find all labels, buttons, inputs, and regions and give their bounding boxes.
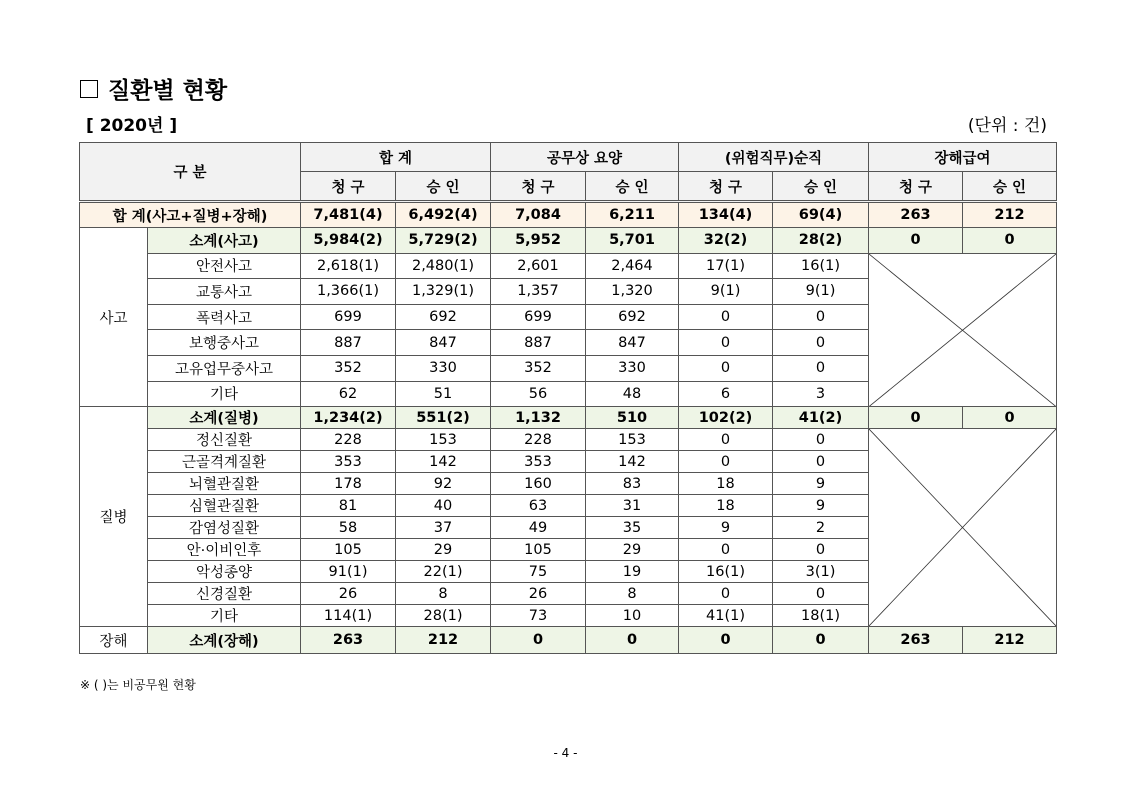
- subtotal-value: 0: [869, 228, 963, 254]
- subtotal-value: 5,984(2): [301, 228, 396, 254]
- row-value: 2,464: [586, 253, 679, 279]
- row-value: 887: [301, 330, 396, 356]
- row-value: 0: [679, 330, 773, 356]
- row-value: 58: [301, 517, 396, 539]
- subtotal-row: [80, 407, 1057, 429]
- row-value: 6: [679, 381, 773, 407]
- subtotal-value: 102(2): [679, 407, 773, 429]
- row-value: 62: [301, 381, 396, 407]
- row-label: 교통사고: [148, 279, 301, 305]
- row-value: 73: [491, 605, 586, 627]
- subtotal-value: 212: [396, 627, 491, 654]
- row-value: 228: [491, 429, 586, 451]
- row-value: 160: [491, 473, 586, 495]
- row-value: 26: [301, 583, 396, 605]
- row-value: 0: [679, 539, 773, 561]
- row-value: 3: [773, 381, 869, 407]
- header-claim: 청 구: [301, 172, 396, 202]
- header-group: 합 계: [301, 143, 491, 172]
- section-label: 장해: [80, 627, 148, 654]
- subtotal-value: 0: [963, 228, 1057, 254]
- header-group: 공무상 요양: [491, 143, 679, 172]
- row-label: 정신질환: [148, 429, 301, 451]
- row-value: 0: [679, 304, 773, 330]
- subtotal-value: 0: [869, 407, 963, 429]
- subtotal-value: 0: [491, 627, 586, 654]
- header-group: 장해급여: [869, 143, 1057, 172]
- row-value: 0: [679, 355, 773, 381]
- subtotal-value: 0: [773, 627, 869, 654]
- row-value: 699: [491, 304, 586, 330]
- not-applicable-cell: [869, 253, 1057, 407]
- row-label: 기타: [148, 605, 301, 627]
- row-value: 847: [586, 330, 679, 356]
- title-text: 질환별 현황: [108, 78, 228, 104]
- subtotal-value: 28(2): [773, 228, 869, 254]
- row-value: 353: [301, 451, 396, 473]
- subtotal-value: 41(2): [773, 407, 869, 429]
- row-value: 75: [491, 561, 586, 583]
- page-number: - 4 -: [553, 746, 578, 760]
- row-value: 18: [679, 473, 773, 495]
- row-label: 뇌혈관질환: [148, 473, 301, 495]
- row-value: 9(1): [679, 279, 773, 305]
- row-value: 17(1): [679, 253, 773, 279]
- subtotal-value: 212: [963, 627, 1057, 654]
- row-label: 보행중사고: [148, 330, 301, 356]
- row-value: 2,480(1): [396, 253, 491, 279]
- subtotal-label: 소계(장해): [148, 627, 301, 654]
- row-value: 2,601: [491, 253, 586, 279]
- row-label: 안전사고: [148, 253, 301, 279]
- subtotal-value: 551(2): [396, 407, 491, 429]
- row-value: 353: [491, 451, 586, 473]
- subtotal-value: 0: [679, 627, 773, 654]
- header-category: 구 분: [80, 143, 301, 202]
- checkbox-square-icon: [80, 80, 98, 98]
- data-row: [80, 429, 1057, 451]
- row-value: 35: [586, 517, 679, 539]
- row-value: 18(1): [773, 605, 869, 627]
- total-value: 134(4): [679, 202, 773, 228]
- row-value: 692: [586, 304, 679, 330]
- row-value: 18: [679, 495, 773, 517]
- section-title: [80, 72, 227, 105]
- row-value: 2: [773, 517, 869, 539]
- row-value: 105: [301, 539, 396, 561]
- row-value: 83: [586, 473, 679, 495]
- row-value: 699: [301, 304, 396, 330]
- subtotal-value: 263: [301, 627, 396, 654]
- row-value: 330: [586, 355, 679, 381]
- header-approved: 승 인: [396, 172, 491, 202]
- row-value: 887: [491, 330, 586, 356]
- not-applicable-cross-icon: [869, 254, 1056, 407]
- subtotal-label: 소계(질병): [148, 407, 301, 429]
- total-value: 6,492(4): [396, 202, 491, 228]
- row-value: 56: [491, 381, 586, 407]
- row-value: 16(1): [679, 561, 773, 583]
- row-value: 0: [773, 304, 869, 330]
- row-value: 48: [586, 381, 679, 407]
- row-value: 91(1): [301, 561, 396, 583]
- header-approved: 승 인: [963, 172, 1057, 202]
- row-value: 49: [491, 517, 586, 539]
- row-value: 16(1): [773, 253, 869, 279]
- total-value: 6,211: [586, 202, 679, 228]
- row-label: 고유업무중사고: [148, 355, 301, 381]
- subtotal-value: 510: [586, 407, 679, 429]
- row-value: 2,618(1): [301, 253, 396, 279]
- row-value: 1,357: [491, 279, 586, 305]
- header-approved: 승 인: [586, 172, 679, 202]
- row-value: 40: [396, 495, 491, 517]
- row-label: 신경질환: [148, 583, 301, 605]
- header-approved: 승 인: [773, 172, 869, 202]
- unit-label: (단위 : 건): [967, 116, 1047, 136]
- row-value: 9(1): [773, 279, 869, 305]
- row-label: 폭력사고: [148, 304, 301, 330]
- row-value: 37: [396, 517, 491, 539]
- row-value: 3(1): [773, 561, 869, 583]
- row-value: 142: [396, 451, 491, 473]
- subtotal-value: 1,234(2): [301, 407, 396, 429]
- row-value: 352: [491, 355, 586, 381]
- section-label: 질병: [80, 407, 148, 627]
- subtotal-value: 1,132: [491, 407, 586, 429]
- row-label: 근골격계질환: [148, 451, 301, 473]
- row-label: 안·이비인후: [148, 539, 301, 561]
- row-value: 105: [491, 539, 586, 561]
- row-value: 29: [586, 539, 679, 561]
- row-label: 악성종양: [148, 561, 301, 583]
- header-claim: 청 구: [869, 172, 963, 202]
- row-value: 41(1): [679, 605, 773, 627]
- row-value: 0: [773, 583, 869, 605]
- row-value: 0: [679, 583, 773, 605]
- total-row: [80, 202, 1057, 228]
- row-value: 9: [773, 473, 869, 495]
- row-value: 142: [586, 451, 679, 473]
- section-label: 사고: [80, 228, 148, 407]
- row-value: 10: [586, 605, 679, 627]
- not-applicable-cell: [869, 429, 1057, 627]
- row-value: 178: [301, 473, 396, 495]
- row-value: 114(1): [301, 605, 396, 627]
- row-value: 8: [396, 583, 491, 605]
- row-label: 감염성질환: [148, 517, 301, 539]
- header-group: (위험직무)순직: [679, 143, 869, 172]
- disease-status-table: [79, 142, 1057, 654]
- row-value: 9: [679, 517, 773, 539]
- row-value: 847: [396, 330, 491, 356]
- total-value: 263: [869, 202, 963, 228]
- subtotal-value: 5,952: [491, 228, 586, 254]
- row-value: 0: [679, 429, 773, 451]
- subtotal-value: 5,729(2): [396, 228, 491, 254]
- year-label: [ 2020년 ]: [86, 116, 178, 136]
- total-value: 69(4): [773, 202, 869, 228]
- row-value: 330: [396, 355, 491, 381]
- row-value: 0: [773, 429, 869, 451]
- total-value: 212: [963, 202, 1057, 228]
- row-value: 0: [773, 451, 869, 473]
- total-label: 합 계(사고+질병+장해): [80, 202, 301, 228]
- row-label: 기타: [148, 381, 301, 407]
- header-claim: 청 구: [679, 172, 773, 202]
- row-value: 352: [301, 355, 396, 381]
- subtotal-value: 32(2): [679, 228, 773, 254]
- subtotal-label: 소계(사고): [148, 228, 301, 254]
- not-applicable-cross-icon: [869, 429, 1056, 626]
- row-value: 19: [586, 561, 679, 583]
- row-value: 51: [396, 381, 491, 407]
- row-value: 153: [586, 429, 679, 451]
- row-value: 31: [586, 495, 679, 517]
- subtotal-value: 263: [869, 627, 963, 654]
- row-value: 26: [491, 583, 586, 605]
- row-value: 22(1): [396, 561, 491, 583]
- subtotal-row: [80, 627, 1057, 654]
- header-claim: 청 구: [491, 172, 586, 202]
- row-value: 228: [301, 429, 396, 451]
- row-value: 0: [773, 539, 869, 561]
- row-value: 0: [679, 451, 773, 473]
- row-value: 81: [301, 495, 396, 517]
- row-value: 0: [773, 355, 869, 381]
- row-value: 9: [773, 495, 869, 517]
- subtotal-value: 0: [963, 407, 1057, 429]
- row-value: 0: [773, 330, 869, 356]
- subtotal-value: 5,701: [586, 228, 679, 254]
- row-value: 63: [491, 495, 586, 517]
- row-label: 심혈관질환: [148, 495, 301, 517]
- row-value: 1,320: [586, 279, 679, 305]
- data-row: [80, 253, 1057, 279]
- row-value: 28(1): [396, 605, 491, 627]
- subtotal-row: [80, 228, 1057, 254]
- row-value: 1,366(1): [301, 279, 396, 305]
- row-value: 1,329(1): [396, 279, 491, 305]
- row-value: 153: [396, 429, 491, 451]
- row-value: 92: [396, 473, 491, 495]
- total-value: 7,481(4): [301, 202, 396, 228]
- total-value: 7,084: [491, 202, 586, 228]
- subtotal-value: 0: [586, 627, 679, 654]
- row-value: 692: [396, 304, 491, 330]
- row-value: 29: [396, 539, 491, 561]
- header-row: [80, 143, 1057, 172]
- footnote: ※ ( )는 비공무원 현황: [80, 678, 196, 692]
- row-value: 8: [586, 583, 679, 605]
